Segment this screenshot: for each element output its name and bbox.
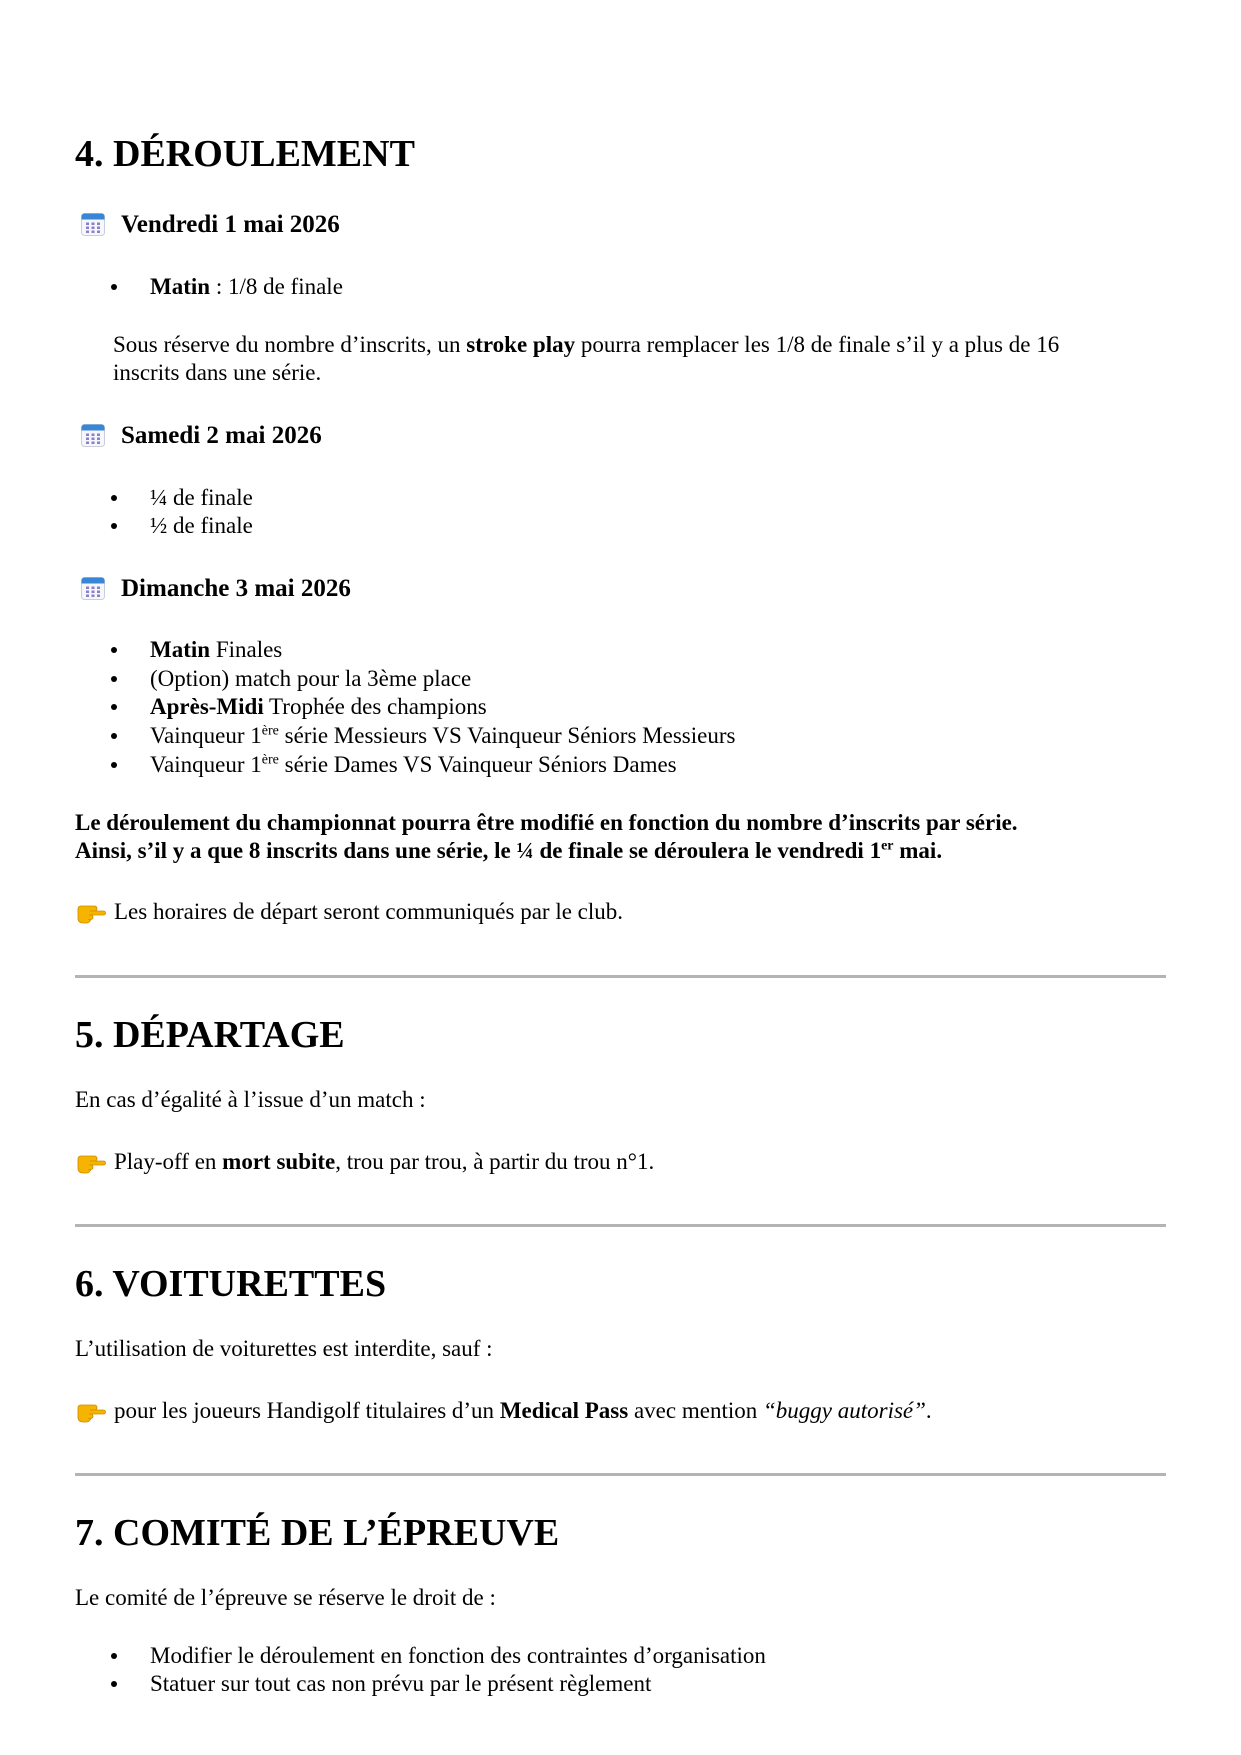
bullet <box>111 723 121 746</box>
day2-item2: ½ de finale <box>150 513 253 538</box>
calendar-icon <box>80 575 106 601</box>
bullet <box>111 1671 121 1694</box>
section-divider <box>75 1224 1166 1227</box>
pointing-hand-icon <box>76 900 106 924</box>
pointing-hand-icon <box>76 1150 106 1174</box>
section-5-title: 5. DÉPARTAGE <box>75 1014 345 1056</box>
section-5-intro: En cas d’égalité à l’issue d’un match : <box>75 1087 426 1112</box>
section-divider <box>75 975 1166 978</box>
day1-paragraph-line1: Sous réserve du nombre d’inscrits, un stroke play pourra remplacer les 1/8 de finale s’il y a plus de 16 <box>113 332 1060 357</box>
bullet <box>111 694 121 717</box>
bullet <box>111 513 121 536</box>
pointing-hand-icon <box>76 1399 106 1423</box>
buggy-exception-note: pour les joueurs Handigolf titulaires d’un Medical Pass avec mention “buggy autorisé”. <box>114 1398 932 1423</box>
day3-item2: (Option) match pour la 3ème place <box>150 666 472 691</box>
bullet <box>111 752 121 775</box>
day2-item1: ¼ de finale <box>150 485 253 510</box>
section-7-title: 7. COMITÉ DE L’ÉPREUVE <box>75 1512 560 1554</box>
committee-item1: Modifier le déroulement en fonction des contraintes d’organisation <box>150 1643 766 1668</box>
calendar-icon <box>80 211 106 237</box>
day3-heading: Dimanche 3 mai 2026 <box>121 575 351 602</box>
section-divider <box>75 1473 1166 1476</box>
calendar-icon <box>80 422 106 448</box>
day1-heading: Vendredi 1 mai 2026 <box>121 211 340 238</box>
bullet <box>111 666 121 689</box>
day3-item5: Vainqueur 1ère série Dames VS Vainqueur Séniors Dames <box>150 752 677 777</box>
day1-item1: Matin : 1/8 de finale <box>150 274 343 299</box>
playoff-note: Play-off en mort subite, trou par trou, à partir du trou n°1. <box>114 1149 655 1174</box>
section-7-intro: Le comité de l’épreuve se réserve le droit de : <box>75 1585 496 1610</box>
bullet <box>111 1643 121 1666</box>
section-4-title: 4. DÉROULEMENT <box>75 133 415 175</box>
schedule-note-line2: Ainsi, s’il y a que 8 inscrits dans une série, le ¼ de finale se déroulera le vendredi 1er mai. <box>75 838 943 863</box>
section-6-intro: L’utilisation de voiturettes est interdite, sauf : <box>75 1336 493 1361</box>
bullet <box>111 637 121 660</box>
day3-item4: Vainqueur 1ère série Messieurs VS Vainqueur Séniors Messieurs <box>150 723 736 748</box>
bullet <box>111 274 121 297</box>
day3-item1: Matin Finales <box>150 637 283 662</box>
bullet <box>111 485 121 508</box>
section-6-title: 6. VOITURETTES <box>75 1263 387 1305</box>
day2-heading: Samedi 2 mai 2026 <box>121 422 322 449</box>
schedule-note-line1: Le déroulement du championnat pourra être modifié en fonction du nombre d’inscrits par série. <box>75 810 1018 835</box>
day1-paragraph-line2: inscrits dans une série. <box>113 360 322 385</box>
day3-item3: Après-Midi Trophée des champions <box>150 694 487 719</box>
committee-item2: Statuer sur tout cas non prévu par le présent règlement <box>150 1671 652 1696</box>
start-times-note: Les horaires de départ seront communiqués par le club. <box>114 899 624 924</box>
